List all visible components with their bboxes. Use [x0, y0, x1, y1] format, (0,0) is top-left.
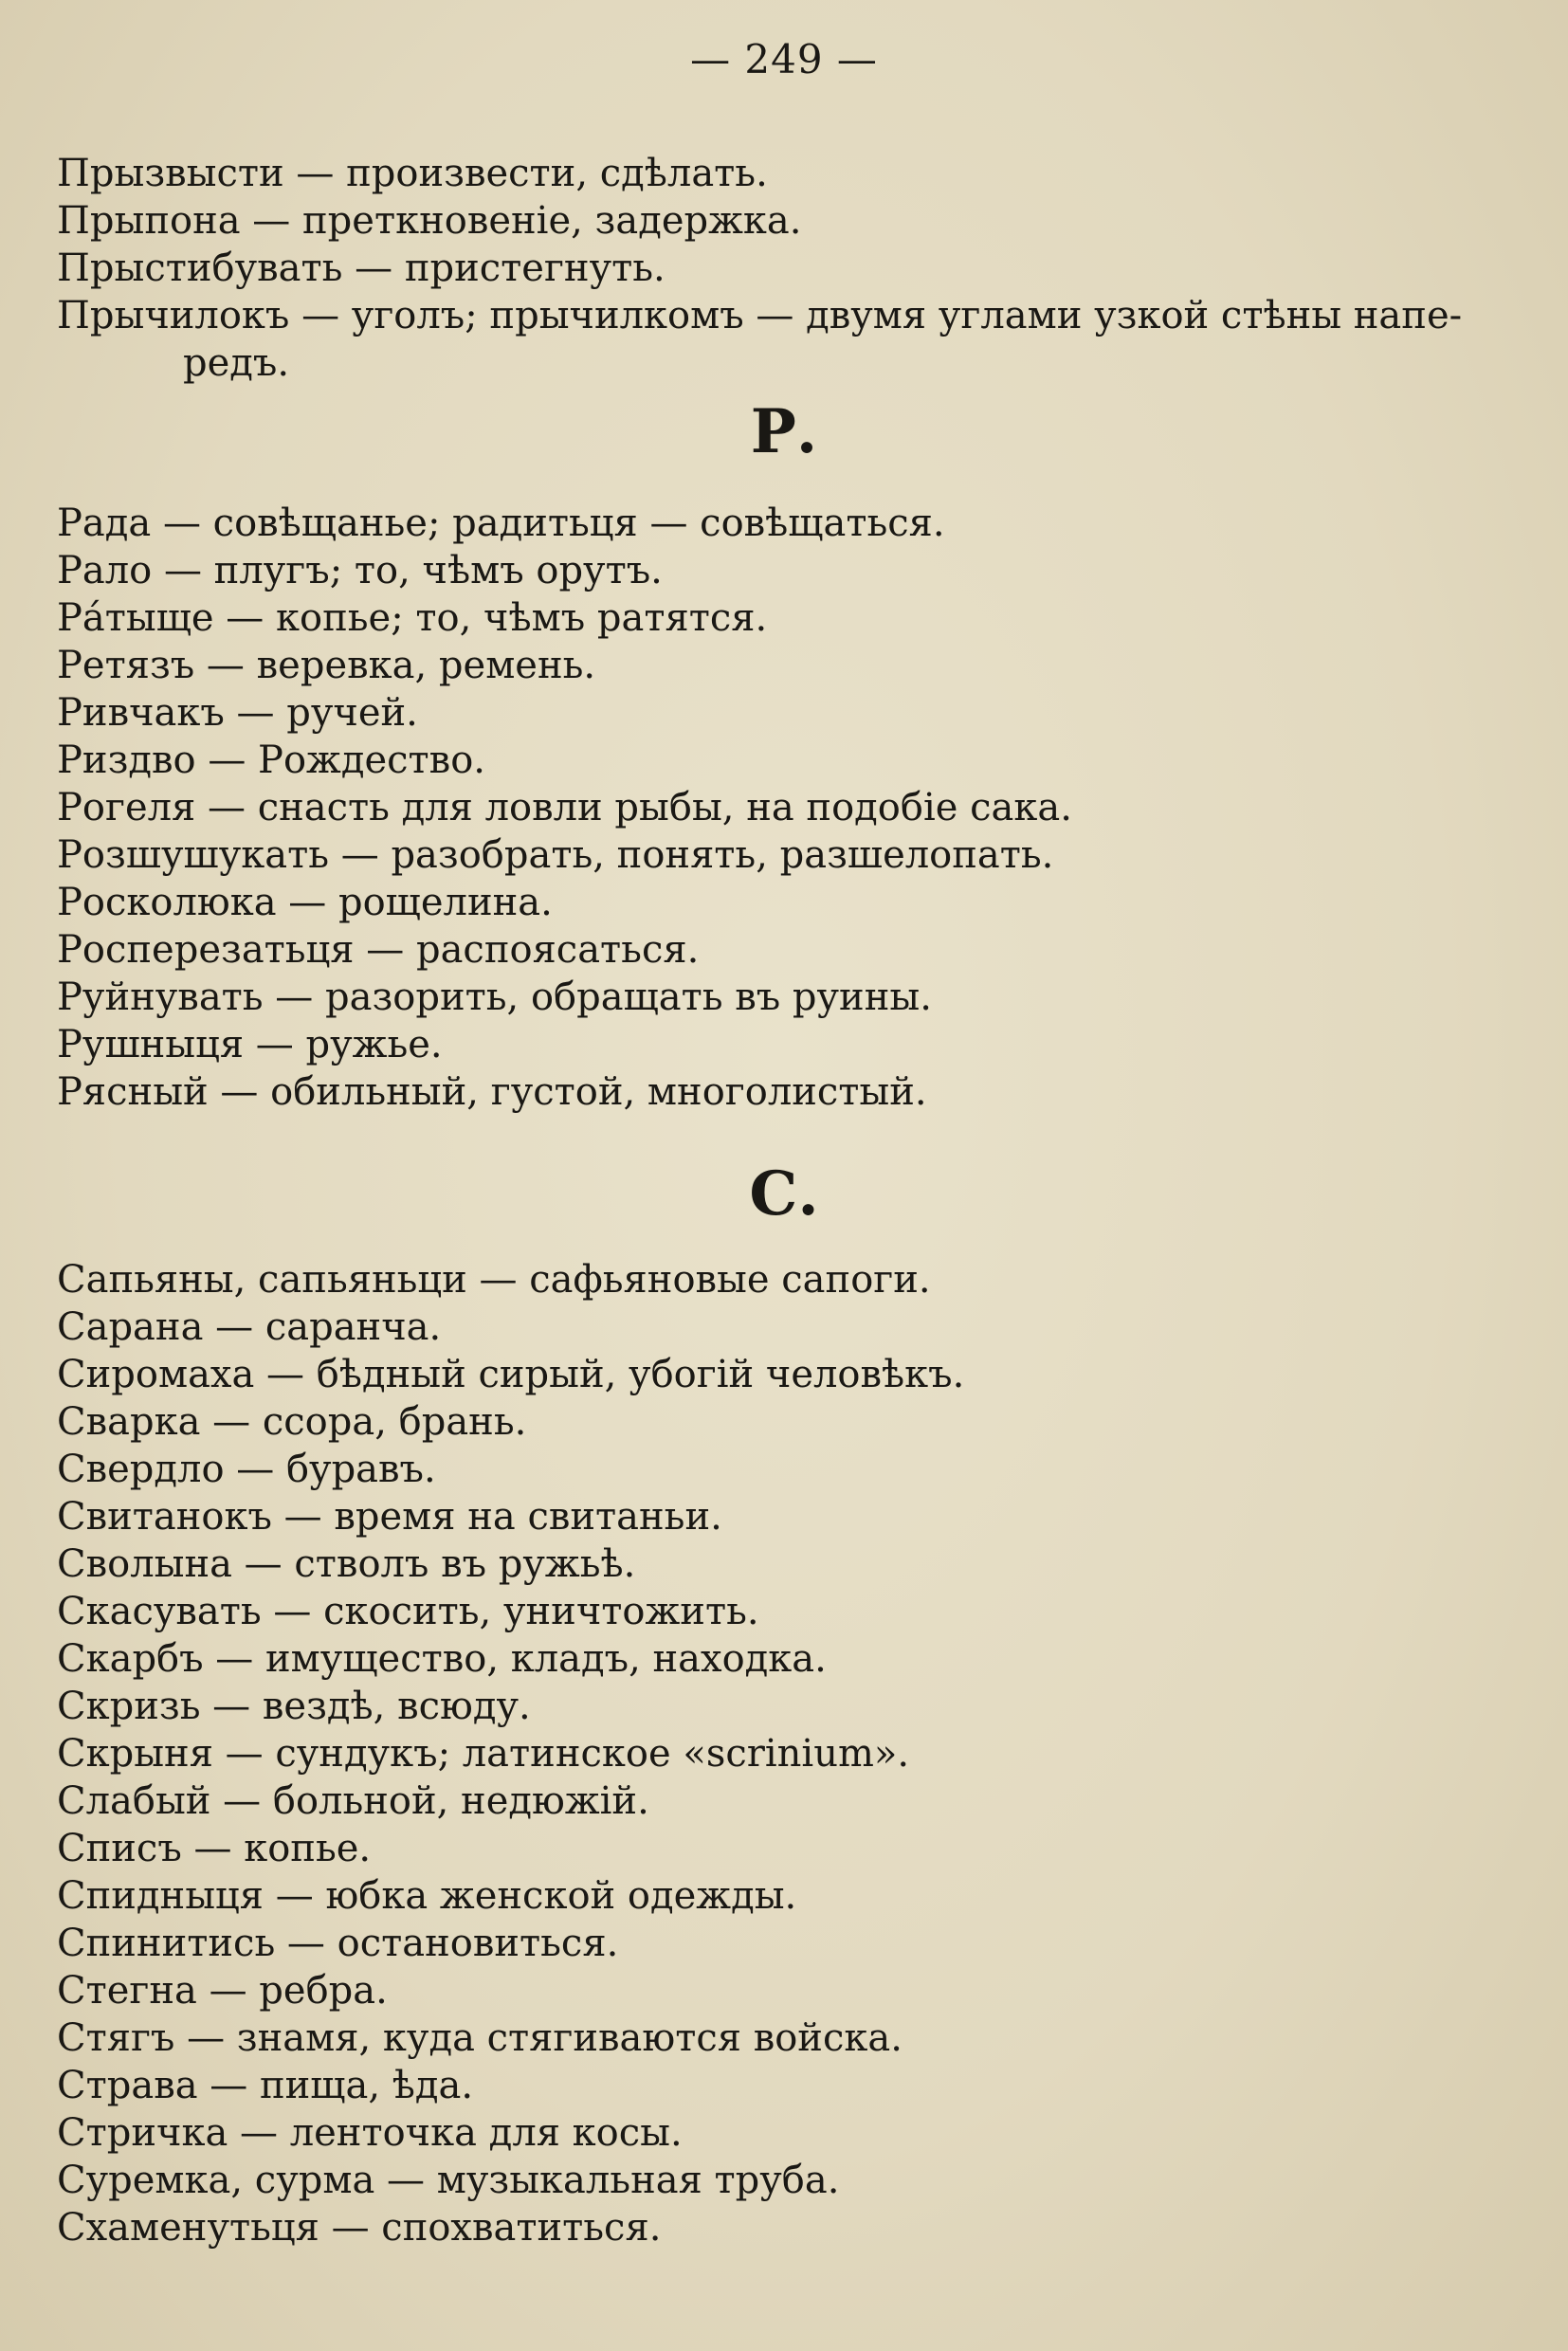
dictionary-entry: Сварка — ссора, брань. — [57, 1400, 527, 1444]
dictionary-entry: Ривчакъ — ручей. — [57, 691, 418, 735]
dictionary-entry: Рясный — обильный, густой, многолистый. — [57, 1070, 927, 1114]
dictionary-entry: Рада — совѣщанье; радитьця — совѣщаться. — [57, 501, 945, 545]
dictionary-entry: Стегна — ребра. — [57, 1969, 388, 2013]
section-p-tail — [57, 150, 1536, 387]
dictionary-entry: Риздво — Рождество. — [57, 738, 485, 782]
dictionary-entry: Прызвысти — произвести, сдѣлать. — [57, 152, 768, 195]
page-number: — 249 — — [690, 36, 878, 82]
dictionary-entry: Сарана — саранча. — [57, 1305, 442, 1349]
dictionary-entry: Сволына — стволъ въ ружьѣ. — [57, 1542, 636, 1586]
dictionary-entry: Стягъ — знамя, куда стягиваются войска. — [57, 2016, 903, 2060]
dictionary-entry: Прыпона — преткновеніе, задержка. — [57, 199, 802, 243]
entry-continuation-line: редъ. — [183, 341, 290, 385]
dictionary-entry-wrapped — [57, 292, 1536, 387]
dictionary-entry: Прыстибувать — пристегнуть. — [57, 246, 665, 290]
dictionary-entry: Свердло — буравъ. — [57, 1448, 436, 1491]
dictionary-entry: Спинитись — остановиться. — [57, 1922, 619, 1965]
dictionary-entry: Страва — пища, ѣда. — [57, 2064, 474, 2107]
dictionary-entry: Рушныця — ружье. — [57, 1023, 443, 1066]
dictionary-entry: Скарбъ — имущество, кладъ, находка. — [57, 1637, 827, 1681]
dictionary-entry: Суремка, сурма — музыкальная труба. — [57, 2159, 840, 2202]
dictionary-entry: Слабый — больной, недюжій. — [57, 1779, 649, 1823]
dictionary-entry: Рало — плугъ; то, чѣмъ орутъ. — [57, 549, 663, 592]
dictionary-entry: Свитанокъ — время на свитаньи. — [57, 1495, 722, 1539]
dictionary-entry: Ретязъ — веревка, ремень. — [57, 644, 596, 687]
dictionary-entry: Скрыня — сундукъ; латинское «scrinium». — [57, 1732, 910, 1776]
section-heading-s: С. — [749, 1158, 819, 1230]
dictionary-entry: Розшушукать — разобрать, понять, разшелопать. — [57, 833, 1054, 877]
section-heading-r: Р. — [750, 396, 818, 467]
dictionary-entry: Росперезатьця — распоясаться. — [57, 928, 700, 972]
dictionary-entry: Скасувать — скосить, уничтожить. — [57, 1590, 759, 1633]
section-s-entries — [57, 1256, 1536, 2251]
dictionary-entry: Сапьяны, сапьяньци — сафьяновые сапоги. — [57, 1258, 931, 1302]
section-r-entries — [57, 500, 1536, 1116]
dictionary-entry: Схаменутьця — спохватиться. — [57, 2206, 662, 2250]
dictionary-entry: Скризь — вездѣ, всюду. — [57, 1685, 531, 1728]
entry-line: Прычилокъ — уголъ; прычилкомъ — двумя углами узкой стѣны напе- — [57, 294, 1463, 337]
dictionary-entry: Сиромаха — бѣдный сирый, убогій человѣкъ. — [57, 1353, 965, 1396]
dictionary-entry: Росколюка — рощелина. — [57, 881, 553, 924]
dictionary-entry: Спидныця — юбка женской одежды. — [57, 1874, 797, 1918]
dictionary-entry: Стричка — ленточка для косы. — [57, 2111, 683, 2155]
dictionary-entry: Руйнувать — разорить, обращать въ руины. — [57, 975, 932, 1019]
dictionary-entry: Рáтыще — копье; то, чѣмъ ратятся. — [57, 596, 768, 640]
dictionary-entry: Рогеля — снасть для ловли рыбы, на подобіе сака. — [57, 786, 1072, 829]
dictionary-entry: Списъ — копье. — [57, 1827, 372, 1870]
